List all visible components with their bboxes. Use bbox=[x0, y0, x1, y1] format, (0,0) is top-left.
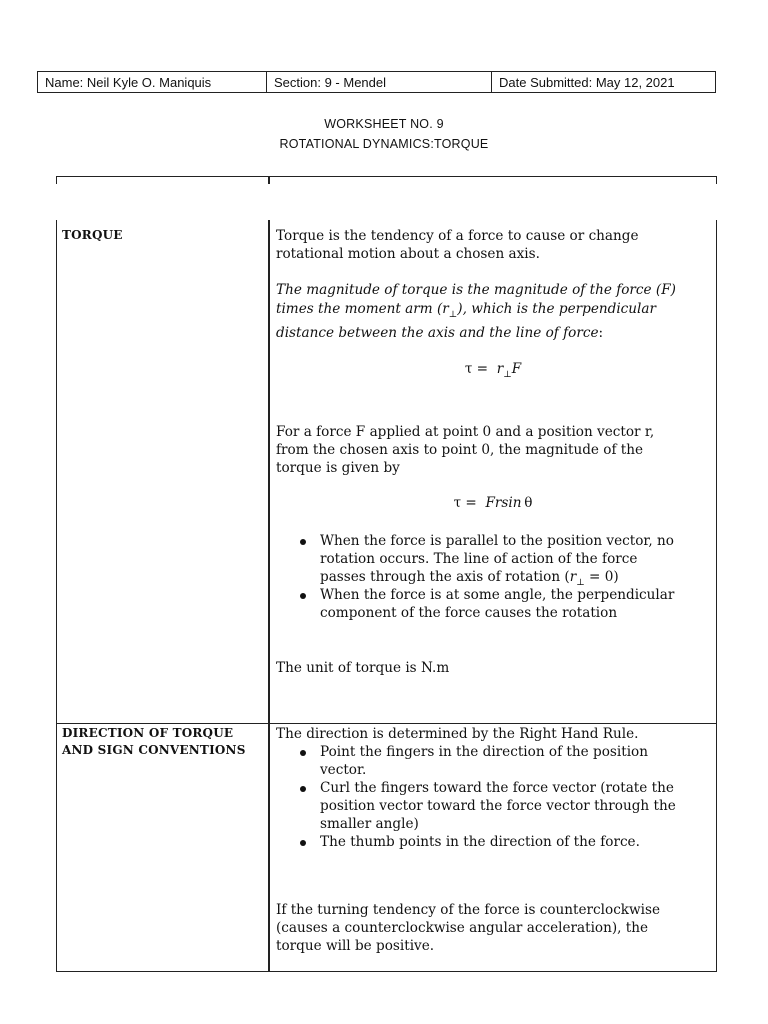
date-submitted: Date Submitted: May 12, 2021 bbox=[499, 74, 675, 90]
list-item: When the force is parallel to the position vector, no rotation occurs. The line of action of the force passes through the axis of rotation $(r_\perp = 0)$ bbox=[276, 532, 716, 586]
bullet-icon bbox=[300, 750, 306, 756]
table-left-border bbox=[56, 220, 57, 972]
torque-row-label: TORQUE bbox=[62, 228, 123, 242]
table-fragment-top-border bbox=[56, 176, 717, 177]
list-item: Point the fingers in the direction of the position vector. bbox=[276, 743, 716, 779]
right-hand-rule-list bbox=[276, 743, 716, 851]
worksheet-topic: ROTATIONAL DYNAMICS:TORQUE bbox=[279, 137, 489, 151]
table-fragment-left-border bbox=[56, 176, 57, 184]
worksheet-number: WORKSHEET NO. 9 bbox=[324, 117, 444, 131]
student-info-table bbox=[37, 71, 716, 93]
torque-unit-text: The unit of torque is N.m bbox=[276, 660, 450, 676]
force-point-text-line1: For a force F applied at point 0 and a position vector r, bbox=[276, 424, 655, 440]
torque-bullet-list bbox=[276, 532, 716, 622]
right-hand-rule-intro: The direction is determined by the Right Hand Rule. bbox=[276, 726, 639, 742]
sign-convention-line3: torque will be positive. bbox=[276, 938, 435, 954]
sign-convention-line2: (causes a counterclockwise angular acceleration), the bbox=[276, 920, 649, 936]
torque-sine-equation: τ = Frsin θ bbox=[453, 495, 533, 511]
direction-row-label-line2: AND SIGN CONVENTIONS bbox=[62, 743, 246, 757]
bullet-icon bbox=[300, 539, 306, 545]
magnitude-text-line3: distance between the axis and the line of force: bbox=[276, 325, 604, 341]
direction-row-label-line1: DIRECTION OF TORQUE bbox=[62, 726, 234, 740]
table-row-divider bbox=[56, 723, 717, 724]
list-item: When the force is at some angle, the perpendicular component of the force causes the rotation bbox=[276, 586, 716, 622]
list-item: Curl the fingers toward the force vector (rotate the position vector toward the force vector through the smaller angle) bbox=[276, 779, 716, 833]
bullet-icon bbox=[300, 840, 306, 846]
list-item: The thumb points in the direction of the force. bbox=[276, 833, 716, 851]
table-right-border bbox=[716, 220, 717, 972]
torque-moment-arm-equation: $\tau = r_\perp F$ bbox=[464, 361, 522, 380]
force-point-text-line2: from the chosen axis to point 0, the magnitude of the bbox=[276, 442, 644, 458]
torque-definition-line1: Torque is the tendency of a force to cause or change bbox=[276, 228, 639, 244]
magnitude-text-line2: times the moment arm $(r_\perp)$, which is the perpendicular bbox=[276, 301, 656, 320]
table-fragment-divider bbox=[268, 176, 270, 184]
table-bottom-border bbox=[56, 971, 717, 972]
bullet-icon bbox=[300, 593, 306, 599]
table-fragment-right-border bbox=[716, 176, 717, 184]
magnitude-text-line1: The magnitude of torque is the magnitude of the force (F) bbox=[276, 282, 676, 298]
student-name: Name: Neil Kyle O. Maniquis bbox=[38, 72, 267, 92]
sign-convention-line1: If the turning tendency of the force is counterclockwise bbox=[276, 902, 661, 918]
table-column-divider bbox=[268, 220, 270, 972]
student-section: Section: 9 - Mendel bbox=[267, 72, 492, 92]
torque-definition-line2: rotational motion about a chosen axis. bbox=[276, 246, 540, 262]
force-point-text-line3: torque is given by bbox=[276, 460, 400, 476]
bullet-icon bbox=[300, 786, 306, 792]
